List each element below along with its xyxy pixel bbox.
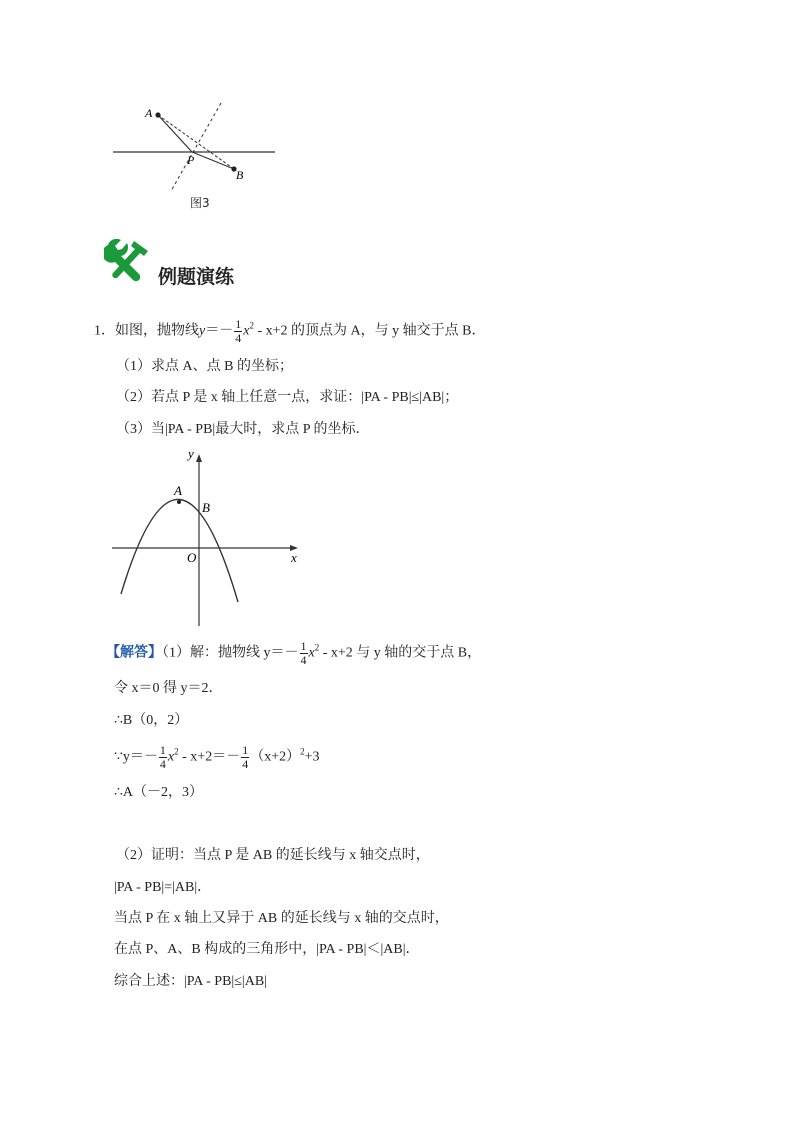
solution-line-5: ∴A（－2，3） bbox=[114, 785, 204, 800]
stem-var-x: x bbox=[243, 323, 250, 339]
point-a bbox=[155, 112, 160, 117]
solution-fraction-4a: $\frac{1}{4}$ bbox=[159, 743, 166, 771]
dashed-segment-a-b bbox=[158, 115, 234, 169]
solution-text-4a: ∵y＝－ bbox=[114, 749, 158, 765]
parabola-graph bbox=[108, 446, 308, 628]
figure-3-caption: 图3 bbox=[190, 196, 210, 210]
solution-text-4c: （x+2） bbox=[250, 749, 301, 765]
stem-exponent: 2 bbox=[249, 320, 254, 331]
segment-a-p bbox=[158, 115, 192, 152]
graph-label-y: y bbox=[188, 446, 194, 461]
problem-number: 1． bbox=[94, 323, 115, 339]
graph-label-b: B bbox=[202, 500, 210, 515]
solution-line-2: 令 x＝0 得 y＝2． bbox=[114, 681, 223, 696]
tools-hammer-wrench-icon bbox=[104, 237, 154, 283]
label-b: B bbox=[236, 168, 244, 182]
graph-y-arrow bbox=[196, 454, 202, 462]
solution-text-1b: - x+2 与 y 轴的交于点 B， bbox=[319, 645, 482, 661]
stem-fraction: $\frac{1}{4}$ bbox=[235, 317, 242, 345]
solution-line-4: ∵y＝－ $\frac{1}{4}$ $x^2 - x+2=-$ $\frac{1}{4}$ $(x+2)^2+3$ bbox=[114, 743, 320, 771]
stem-text-a: 如图，抛物线 bbox=[115, 323, 199, 339]
stem-text-b: - x+2 的顶点为 A，与 y 轴交于点 B． bbox=[253, 323, 486, 339]
graph-label-a: A bbox=[174, 483, 182, 498]
graph-point-a bbox=[177, 500, 181, 504]
section-heading: 例题演练 bbox=[158, 266, 235, 288]
parabola-curve bbox=[121, 499, 238, 602]
proof-line-4: 在点 P、A、B 构成的三角形中，|PA - PB|＜|AB|． bbox=[114, 942, 420, 957]
solution-line-3: ∴B（0，2） bbox=[114, 713, 189, 728]
solution-fraction-4b: $\frac{1}{4}$ bbox=[242, 743, 249, 771]
solution-text-4b: - x+2＝－ bbox=[178, 749, 241, 765]
proof-line-2: |PA - PB|=|AB|． bbox=[114, 880, 212, 895]
solution-line-1: 【解答】（1）解：抛物线 y＝－ $\frac{1}{4}$ $x^2 - x+2$ 与 y 轴的交于点 B， bbox=[106, 639, 482, 667]
problem-stem bbox=[94, 318, 485, 345]
figure-3-diagram bbox=[105, 95, 285, 195]
label-p: P bbox=[187, 153, 195, 167]
question-2: （2）若点 P 是 x 轴上任意一点，求证：|PA - PB|≤|AB|； bbox=[116, 390, 459, 405]
solution-text-4d: +3 bbox=[304, 749, 320, 765]
proof-line-5: 综合上述：|PA - PB|≤|AB| bbox=[114, 974, 267, 989]
dashed-reflection-line bbox=[171, 103, 221, 191]
proof-line-3: 当点 P 在 x 轴上又异于 AB 的延长线与 x 轴的交点时， bbox=[114, 911, 449, 926]
solution-text-1a: （1）解：抛物线 y＝－ bbox=[162, 645, 299, 661]
stem-eq: ＝－ bbox=[205, 323, 234, 339]
solution-fraction-1: $\frac{1}{4}$ bbox=[300, 639, 307, 667]
question-1: （1）求点 A、点 B 的坐标； bbox=[116, 359, 293, 374]
graph-label-o: O bbox=[187, 550, 197, 565]
question-3: （3）当|PA - PB|最大时，求点 P 的坐标． bbox=[116, 422, 370, 437]
graph-label-x: x bbox=[291, 550, 297, 565]
label-a: A bbox=[145, 106, 153, 120]
stem-var-y: y bbox=[199, 323, 206, 339]
solution-tag: 【解答】 bbox=[106, 645, 162, 661]
proof-line-1: （2）证明：当点 P 是 AB 的延长线与 x 轴交点时， bbox=[116, 848, 430, 863]
